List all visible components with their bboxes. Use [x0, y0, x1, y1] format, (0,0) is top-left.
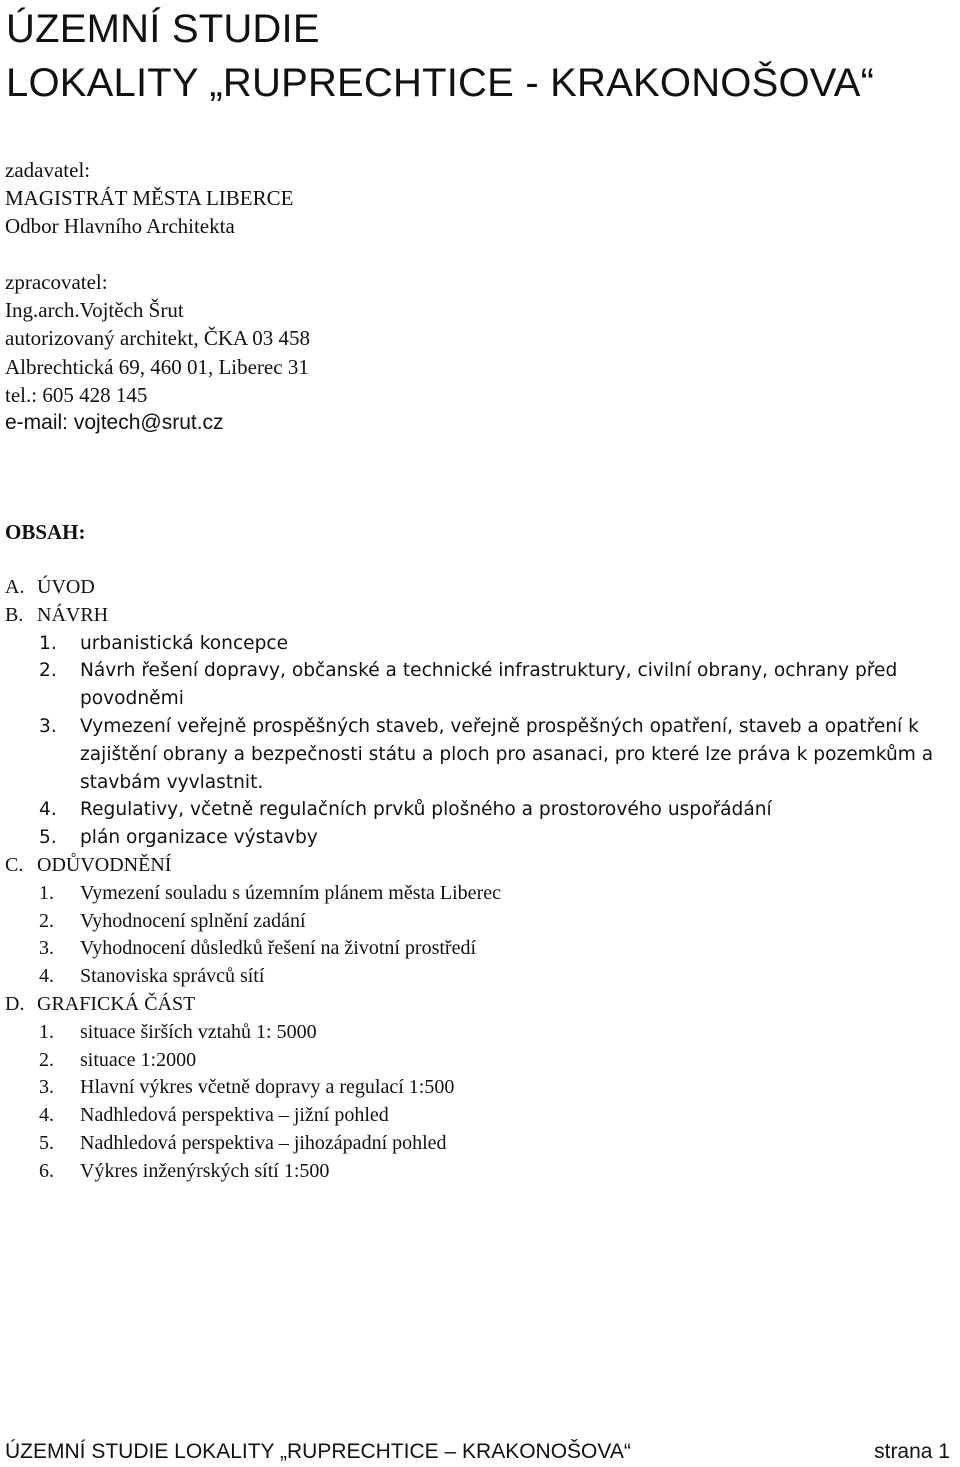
toc-item-number: 3.	[39, 715, 57, 737]
toc-item-text: Vymezení veřejně prospěšných staveb, veřejně prospěšných opatření, staveb a opatření k zajištění obrany a bezpečnosti státu a ploch pro asanaci, pro které lze práva k pozemkům a stavbám vyvlastnit.	[80, 715, 934, 793]
toc-item	[5, 713, 955, 796]
author-block	[5, 268, 310, 437]
toc-item	[5, 935, 955, 963]
toc-item	[5, 1047, 955, 1075]
toc-item-number: 2.	[39, 660, 57, 682]
toc-item-text: Vyhodnocení splnění zadání	[80, 909, 306, 932]
toc-item	[5, 908, 955, 936]
toc-heading: OBSAH:	[5, 520, 86, 544]
toc-section-b	[5, 602, 955, 630]
page-footer	[5, 1438, 950, 1466]
toc-item-text: Stanoviska správců sítí	[80, 965, 265, 988]
toc-item-number: 5.	[39, 1131, 54, 1154]
toc-section-title: ÚVOD	[37, 576, 95, 598]
toc-item-number: 3.	[39, 1076, 54, 1099]
toc-section-title: NÁVRH	[37, 603, 109, 626]
toc-item-number: 6.	[39, 1159, 54, 1182]
toc-item	[5, 796, 955, 824]
author-phone: tel.: 605 428 145	[5, 382, 148, 407]
client-label: zadavatel:	[5, 158, 91, 182]
toc-section-letter: D.	[5, 992, 25, 1015]
title-line-2: LOKALITY „RUPRECHTICE - KRAKONOŠOVA“	[6, 61, 875, 105]
toc-section-a	[5, 574, 955, 602]
author-email: e-mail: vojtech@srut.cz	[5, 411, 224, 435]
toc-item-text: Návrh řešení dopravy, občanské a technické infrastruktury, civilní obrany, ochrany před povodněmi	[80, 660, 898, 710]
toc-item-number: 2.	[39, 1048, 54, 1071]
toc-section-c	[5, 852, 955, 880]
client-block	[5, 156, 293, 241]
toc-item-number: 1.	[39, 1020, 54, 1043]
client-org: MAGISTRÁT MĚSTA LIBERCE	[5, 186, 294, 211]
toc-item	[5, 630, 955, 658]
toc-item	[5, 824, 955, 852]
author-role: autorizovaný architekt, ČKA 03 458	[5, 326, 311, 351]
toc-item	[5, 1074, 955, 1102]
toc-item-number: 4.	[39, 965, 54, 988]
toc-item-text: Výkres inženýrských sítí 1:500	[80, 1159, 330, 1182]
toc-item-number: 5.	[39, 827, 57, 849]
toc-item-text: Vyhodnocení důsledků řešení na životní prostředí	[80, 937, 477, 960]
toc-section-letter: A.	[5, 576, 25, 598]
toc-item-number: 1.	[39, 632, 57, 654]
toc-item-text: Vymezení souladu s územním plánem města Liberec	[80, 881, 501, 904]
toc-item-text: urbanistická koncepce	[80, 632, 289, 654]
toc-item-text: Regulativy, včetně regulačních prvků plošného a prostorového uspořádání	[80, 799, 772, 821]
footer-title: ÚZEMNÍ STUDIE LOKALITY „RUPRECHTICE – KRAKONOŠOVA“	[5, 1440, 631, 1463]
toc-item	[5, 657, 955, 713]
title-line-1: ÚZEMNÍ STUDIE	[6, 7, 320, 51]
toc-item-text: Nadhledová perspektiva – jižní pohled	[80, 1104, 389, 1127]
toc-section-letter: B.	[5, 603, 24, 626]
toc-item	[5, 963, 955, 991]
author-address: Albrechtická 69, 460 01, Liberec 31	[5, 354, 309, 379]
toc-item-text: plán organizace výstavby	[80, 827, 318, 849]
author-label: zpracovatel:	[5, 270, 108, 294]
client-dept: Odbor Hlavního Architekta	[5, 214, 235, 239]
toc-item-number: 4.	[39, 1104, 54, 1127]
toc-item	[5, 1130, 955, 1158]
toc-item-text: situace 1:2000	[80, 1048, 197, 1071]
toc-item-text: situace širších vztahů 1: 5000	[80, 1020, 317, 1043]
toc-item	[5, 1019, 955, 1047]
toc-section-title: ODŮVODNĚNÍ	[37, 853, 172, 876]
table-of-contents	[5, 574, 955, 1186]
toc-item	[5, 880, 955, 908]
toc-section-title: GRAFICKÁ ČÁST	[37, 992, 196, 1015]
toc-item	[5, 1102, 955, 1130]
toc-item	[5, 1158, 955, 1186]
toc-item-number: 2.	[39, 909, 54, 932]
toc-item-number: 4.	[39, 799, 57, 821]
toc-item-text: Hlavní výkres včetně dopravy a regulací 1:500	[80, 1076, 455, 1099]
toc-item-text: Nadhledová perspektiva – jihozápadní pohled	[80, 1131, 447, 1154]
toc-section-letter: C.	[5, 853, 24, 876]
toc-item-number: 3.	[39, 937, 54, 960]
toc-item-number: 1.	[39, 881, 54, 904]
page-number: strana 1	[874, 1440, 950, 1463]
author-name: Ing.arch.Vojtěch Šrut	[5, 298, 184, 323]
toc-section-d	[5, 991, 955, 1019]
document-title	[6, 2, 874, 110]
